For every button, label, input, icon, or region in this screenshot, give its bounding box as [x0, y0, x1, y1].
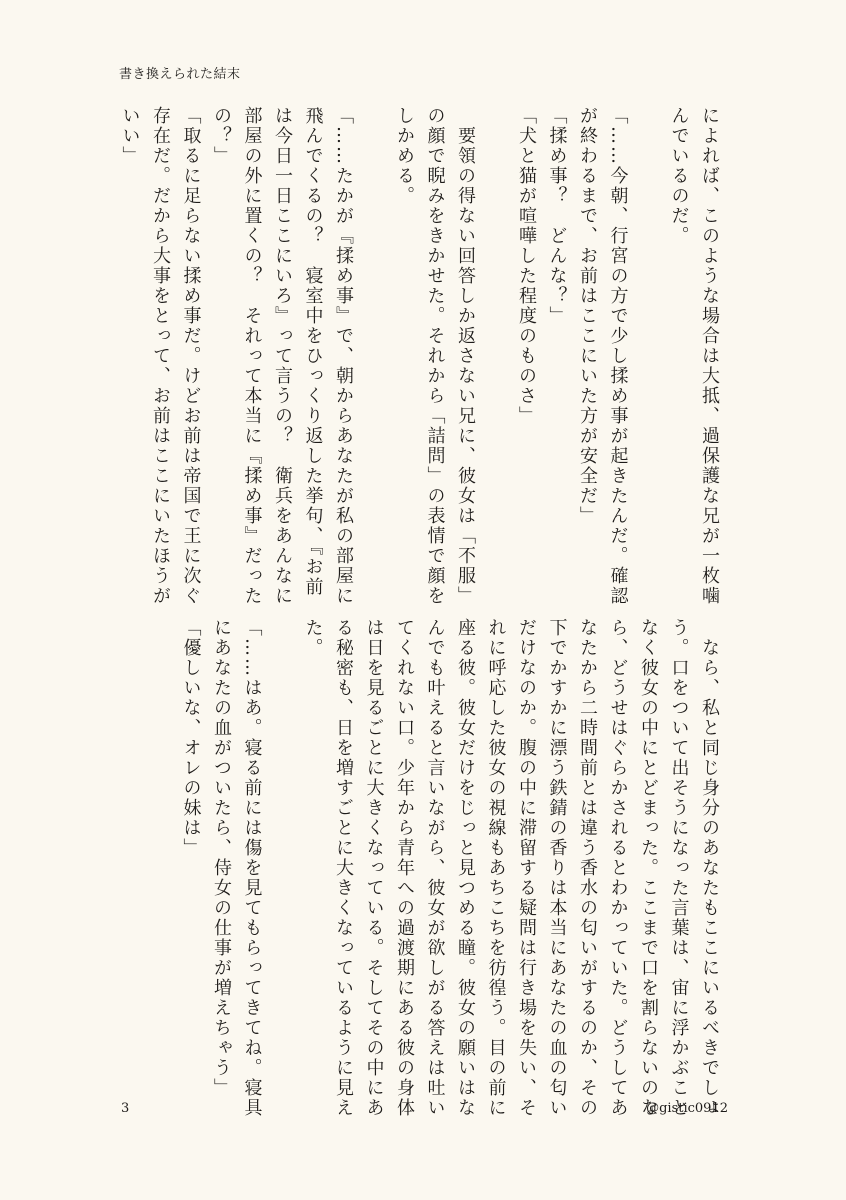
text-line: によれば、このような場合は大抵、過保護な兄が一枚噛	[699, 106, 720, 606]
text-line: てくれない口。少年から青年への過渡期にある彼の身体	[394, 618, 415, 1118]
text-line: は今日一日ここにいろ』って言うの？ 衛兵をあんなに	[272, 106, 293, 606]
text-line: 「取るに足らない揉め事だ。けどお前は帝国で王に次ぐ	[180, 106, 202, 606]
text-line: れに呼応した彼女の視線もあちこちを彷徨う。目の前に	[485, 618, 507, 1118]
text-line: にあなたの血がついたら、侍女の仕事が増えちゃう」	[211, 618, 232, 1098]
text-line: 「……たかが『揉め事』で、朝からあなたが私の部屋に	[333, 106, 354, 606]
text-line	[633, 106, 664, 604]
text-line: 存在だ。だから大事をとって、お前はここにいたほうが	[150, 106, 171, 606]
text-block-top	[114, 106, 724, 604]
text-line: 「……はあ。寝る前には傷を見てもらってきてね。寝具	[241, 618, 263, 1118]
text-line: 下でかすかに漂う鉄錆の香りは本当にあなたの血の匂い	[546, 618, 568, 1118]
text-line: が終わるまで、お前はここにいた方が安全だ」	[577, 106, 598, 526]
text-line: 要領の得ない回答しか返さない兄に、彼女は「不服」	[455, 106, 476, 606]
author-handle: @gistic0912	[646, 1101, 728, 1116]
running-header-title: 書き換えられた結末	[119, 67, 241, 82]
text-line: 「優しいな、オレの妹は」	[180, 618, 202, 858]
text-line: う。口をついて出そうになった言葉は、宙に浮かぶこと	[668, 618, 690, 1118]
text-line: 飛んでくるの？ 寝室中をひっくり返した挙句、『お前	[302, 106, 324, 597]
text-line: んでも叶えると言いながら、彼女が欲しがる答えは吐い	[424, 618, 446, 1118]
text-line: ら、どうせはぐらかされるとわかっていた。どうしてあ	[607, 618, 629, 1118]
text-line: る秘密も、日を増すごとに大きくなっているように見え	[333, 618, 354, 1118]
text-line: んでいるのだ。	[668, 106, 690, 246]
text-line: 「揉め事？ どんな？」	[546, 106, 568, 326]
text-line: 「……今朝、行宮の方で少し揉め事が起きたんだ。確認	[607, 106, 629, 606]
text-line: だけなのか。腹の中に滞留する疑問は行き場を失い、そ	[516, 618, 537, 1118]
text-line	[480, 106, 511, 604]
text-line: いい」	[119, 106, 141, 166]
text-line: は日を見るごとに大きくなっている。そしてその中にあ	[363, 618, 385, 1118]
text-line: 「犬と猫が喧嘩した程度のものさ」	[516, 106, 537, 426]
text-line: 座る彼。彼女だけをじっと見つめる瞳。彼女の願いはな	[455, 618, 476, 1118]
text-line: なたから二時間前とは違う香水の匂いがするのか、その	[577, 618, 598, 1118]
text-line: 部屋の外に置くの？ それって本当に『揉め事』だった	[241, 106, 263, 606]
text-line: の？」	[211, 106, 232, 166]
text-line: なら、私と同じ身分のあなたもここにいるべきでしょ	[699, 618, 720, 1118]
text-line: の顔で睨みをきかせた。それから「詰問」の表情で顔を	[424, 106, 446, 606]
text-line: なく彼女の中にとどまった。ここまで口を割らないのな	[638, 618, 659, 1118]
text-line: しかめる。	[394, 106, 415, 206]
text-line: た。	[302, 618, 324, 658]
text-block-bottom	[175, 618, 724, 1116]
page-number: 3	[121, 1101, 130, 1116]
text-line	[358, 106, 389, 604]
text-line	[267, 618, 298, 1116]
